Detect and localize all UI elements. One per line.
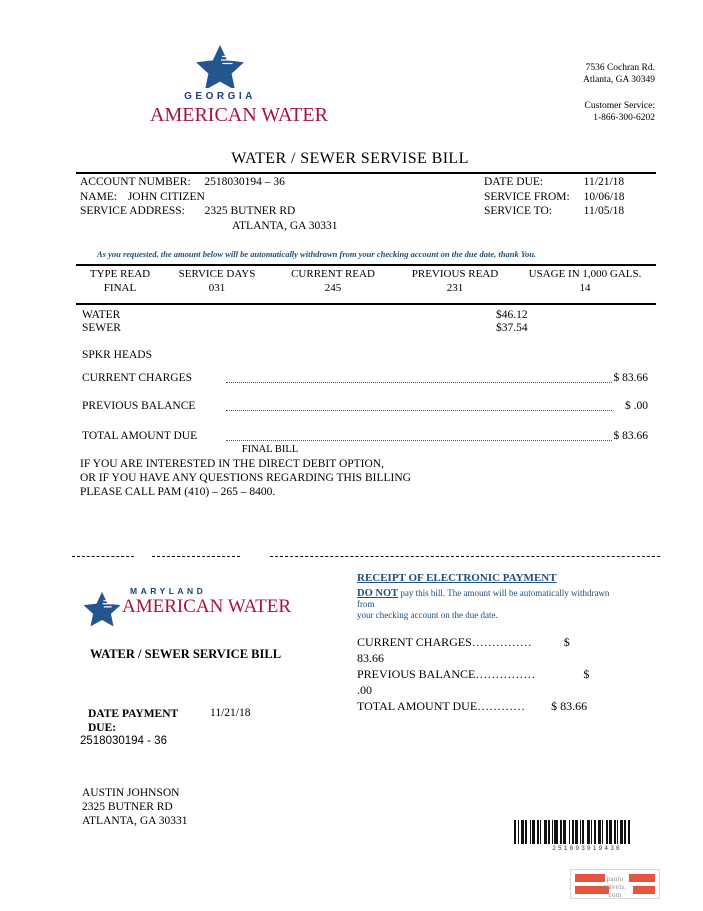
- barcode: [514, 820, 660, 852]
- service-address-line1: 2325 BUTNER RD: [204, 205, 296, 217]
- date-due-value: 11/21/18: [583, 176, 625, 188]
- cell-usage: 14: [579, 282, 591, 294]
- divider-read-table-bottom: [76, 303, 656, 305]
- star-icon: [82, 590, 122, 626]
- customer-service-block: [440, 100, 655, 124]
- stub-account-number: 2518030194 - 36: [80, 735, 167, 747]
- col-previous-read: PREVIOUS READ: [411, 268, 499, 280]
- dot-leader: [226, 409, 612, 411]
- stub-current-charges-value: 83.66: [357, 651, 384, 665]
- receipt-heading: RECEIPT OF ELECTRONIC PAYMENT: [357, 572, 557, 584]
- current-charges-label: CURRENT CHARGES: [82, 372, 193, 384]
- date-row: [484, 190, 625, 205]
- account-info: [80, 175, 337, 233]
- stub-previous-balance-row: [357, 666, 647, 698]
- service-address-line2: ATLANTA, GA 30331: [232, 219, 338, 232]
- star-icon: [194, 44, 246, 88]
- receipt-text-line2: your checking account on the due date.: [357, 610, 498, 620]
- customer-service-label: Customer Service:: [584, 101, 655, 111]
- total-amount-due-value: $ 83.66: [613, 430, 648, 442]
- service-dates: [484, 175, 625, 219]
- georgia-american-water-logo: [150, 44, 328, 127]
- line-item-water-label: WATER: [82, 309, 121, 321]
- cell-previous-read: 231: [446, 282, 464, 294]
- stub-logo-brand-text: AMERICAN WATER: [122, 596, 292, 617]
- watermark-line3: com: [608, 891, 622, 899]
- stub-customer-address-line1: 2325 BUTNER RD: [82, 801, 173, 813]
- spkr-heads-label: SPKR HEADS: [82, 349, 152, 361]
- barcode-bars: [514, 820, 660, 844]
- stub-previous-balance-label: PREVIOUS BALANCE……………: [357, 667, 536, 681]
- stub-customer-name: AUSTIN JOHNSON: [82, 787, 180, 799]
- stub-current-charges-symbol: $: [563, 635, 570, 649]
- perforation-dash-2: [152, 556, 240, 557]
- logo-brand-text: AMERICAN WATER: [150, 104, 328, 126]
- dot-leader: [226, 381, 612, 383]
- current-charges-value: $ 83.66: [613, 372, 648, 384]
- service-address-label: SERVICE ADDRESS:: [80, 205, 185, 217]
- stub-logo-state-text: MARYLAND: [130, 586, 207, 596]
- service-to-value: 11/05/18: [583, 205, 625, 217]
- watermark-text: [571, 870, 659, 898]
- receipt-body: [357, 588, 627, 621]
- date-row: [484, 175, 625, 190]
- line-item-water-amount: $46.12: [496, 309, 528, 321]
- line-item-sewer-label: SEWER: [82, 322, 121, 334]
- watermark-line1: paulo: [606, 875, 624, 883]
- perforation-dash-1: [72, 556, 134, 557]
- total-amount-due-label: TOTAL AMOUNT DUE: [82, 430, 198, 442]
- cell-service-days: 031: [208, 282, 226, 294]
- service-to-label: SERVICE TO:: [484, 205, 552, 217]
- footer-notice-line1: IF YOU ARE INTERESTED IN THE DIRECT DEBIT OPTION,: [80, 458, 384, 470]
- account-number-value: 2518030194 – 36: [204, 176, 285, 188]
- name-value: JOHN CITIZEN: [127, 190, 205, 203]
- cell-current-read: 245: [324, 282, 342, 294]
- account-number-label: ACCOUNT NUMBER:: [80, 176, 191, 188]
- company-address-line1: 7536 Cochran Rd.: [585, 63, 655, 73]
- stub-current-charges-label: CURRENT CHARGES……………: [357, 635, 532, 649]
- date-payment-due-label: DATE PAYMENT DUE:: [88, 708, 178, 734]
- footer-notice: [80, 457, 411, 499]
- barcode-digits: 251803019436: [552, 845, 622, 852]
- stub-total-amount-due-label: TOTAL AMOUNT DUE…………: [357, 699, 526, 713]
- customer-service-phone: 1-866-300-6202: [593, 113, 655, 123]
- stub-amounts: [357, 634, 647, 714]
- company-address: [440, 62, 655, 86]
- stub-previous-balance-value: .00: [357, 683, 372, 697]
- stub-customer-address: [82, 786, 187, 828]
- stub-previous-balance-symbol: $: [583, 667, 590, 681]
- read-table-header-row: [78, 266, 654, 281]
- previous-balance-value: $ .00: [625, 400, 648, 412]
- line-item-sewer-amount: $37.54: [496, 322, 528, 334]
- col-type-read: TYPE READ: [89, 268, 151, 280]
- stub-customer-address-line2: ATLANTA, GA 30331: [82, 815, 188, 827]
- stub-total-amount-due-row: [357, 698, 647, 714]
- date-due-label: DATE DUE:: [484, 176, 544, 188]
- table-row: [78, 281, 654, 297]
- footer-notice-line2: OR IF YOU HAVE ANY QUESTIONS REGARDING THIS BILLING: [80, 472, 411, 484]
- paulo-travels-watermark: [570, 869, 660, 899]
- previous-balance-label: PREVIOUS BALANCE: [82, 400, 196, 412]
- dot-leader: [226, 439, 612, 441]
- service-from-value: 10/06/18: [583, 190, 625, 203]
- col-current-read: CURRENT READ: [291, 268, 375, 280]
- stub-current-charges-row: [357, 634, 647, 666]
- col-usage: USAGE IN 1,000 GALS.: [528, 268, 642, 280]
- stub-total-amount-due-symbol: $ 83.66: [551, 699, 588, 713]
- logo-state-text: GEORGIA: [184, 91, 256, 102]
- receipt-text-line1: pay this bill. The amount will be automatically withdrawn from: [357, 588, 610, 609]
- final-bill-label: FINAL BILL: [241, 444, 299, 455]
- company-address-line2: Atlanta, GA 30349: [582, 75, 655, 85]
- watermark-line2: travels.: [603, 883, 627, 891]
- name-label: NAME:: [80, 190, 118, 203]
- divider-top: [76, 172, 656, 174]
- footer-notice-line3: PLEASE CALL PAM (410) – 265 – 8400.: [80, 486, 276, 498]
- stub-bill-type-title: WATER / SEWER SERVICE BILL: [90, 647, 282, 661]
- page-title: WATER / SEWER SERVISE BILL: [231, 150, 469, 167]
- date-row: [484, 204, 625, 219]
- meter-read-table: [78, 266, 654, 297]
- autopay-notice: As you requested, the amount below will be automatically withdrawn from your checking account on the due date, thank You.: [97, 249, 537, 259]
- col-service-days: SERVICE DAYS: [178, 268, 256, 280]
- cell-type-read: FINAL: [103, 282, 137, 294]
- do-not-emphasis: DO NOT: [357, 588, 399, 599]
- date-payment-due-value: 11/21/18: [210, 707, 251, 719]
- perforation-dash-3: [270, 556, 660, 557]
- service-from-label: SERVICE FROM:: [484, 190, 570, 203]
